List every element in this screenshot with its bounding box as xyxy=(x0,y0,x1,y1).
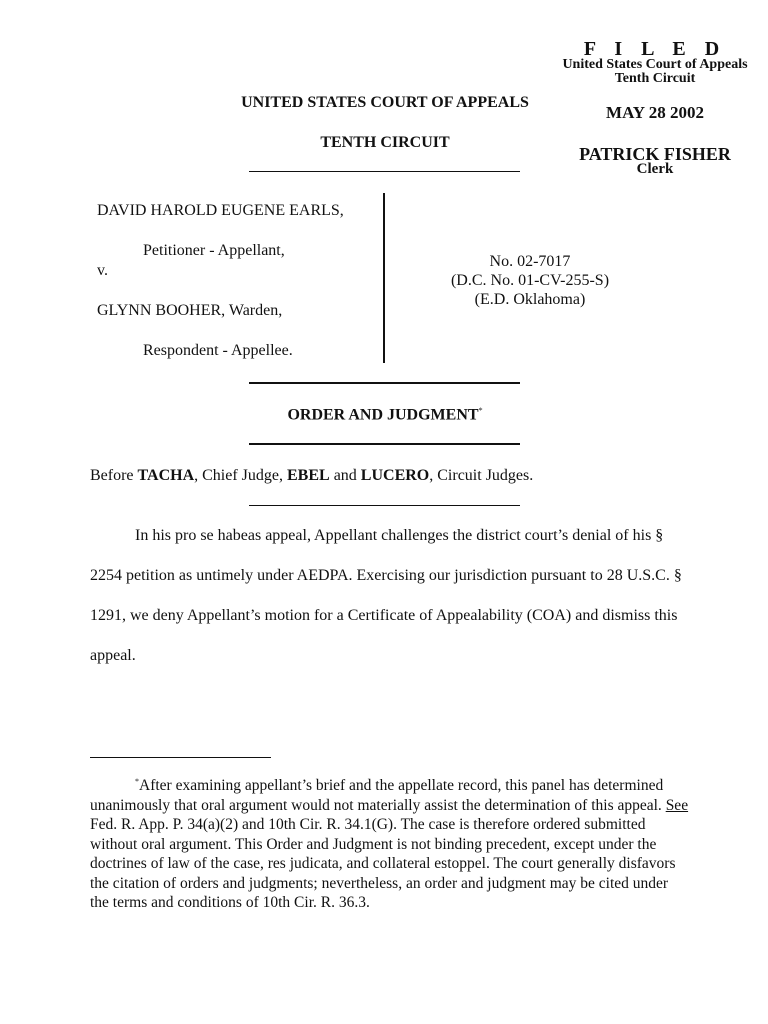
opinion-body xyxy=(90,516,690,676)
respondent-name: GLYNN BOOHER, Warden, xyxy=(97,302,283,319)
filed-stamp-word: F I L E D xyxy=(583,38,727,60)
heading-divider xyxy=(249,171,520,172)
see-signal: See xyxy=(665,796,689,814)
respondent-role: Respondent - Appellee. xyxy=(143,342,293,359)
petitioner-name: DAVID HAROLD EUGENE EARLS, xyxy=(97,202,344,219)
district-name: (E.D. Oklahoma) xyxy=(474,291,586,308)
district-court-number: (D.C. No. 01-CV-255-S) xyxy=(450,272,610,289)
filed-stamp-clerk-title: Clerk xyxy=(636,161,674,177)
filed-stamp-circuit: Tenth Circuit xyxy=(614,71,696,86)
case-number: No. 02-7017 xyxy=(489,253,571,270)
footnote-separator xyxy=(90,757,271,758)
judge-lucero: LUCERO xyxy=(360,467,430,484)
petitioner-role: Petitioner - Appellant, xyxy=(143,242,285,259)
caption-vertical-divider xyxy=(383,193,385,363)
caption-bottom-divider xyxy=(249,382,520,384)
circuit-name-heading: TENTH CIRCUIT xyxy=(320,134,450,151)
filed-stamp-court: United States Court of Appeals xyxy=(562,57,748,72)
filed-stamp-clerk-name: PATRICK FISHER xyxy=(579,144,731,164)
court-name-heading: UNITED STATES COURT OF APPEALS xyxy=(241,94,529,111)
footnote-marker: * xyxy=(135,777,139,786)
footnote: *After examining appellant’s brief and the appellate record, this panel has determined unanimously that oral argument would not materially assist the determination of this appeal. See Fed. R. App. P. 34(a)(2) and 10th Cir. R. 34.1(G). The case is therefore ordered submitted without oral argument. This Order and Judgment is not binding precedent, except under the doctrines of law of the case, res judicata, and collateral estoppel. The court generally disfavors the citation of orders and judgments; nevertheless, an order and judgment may be cited under the terms and conditions of 10th Cir. R. 36.3. xyxy=(90,777,689,912)
order-footnote-marker[interactable]: * xyxy=(478,406,483,415)
panel-divider xyxy=(249,505,520,506)
order-title: ORDER AND JUDGMENT* xyxy=(287,406,483,424)
order-title-divider xyxy=(249,443,520,445)
judge-tacha: TACHA xyxy=(137,467,195,484)
panel-judges: Before TACHA, Chief Judge, EBEL and LUCERO, Circuit Judges. xyxy=(90,467,534,484)
filed-stamp-date: MAY 28 2002 xyxy=(606,103,704,122)
versus-label: v. xyxy=(97,262,108,279)
judge-ebel: EBEL xyxy=(287,467,330,484)
opinion-paragraph: In his pro se habeas appeal, Appellant challenges the district court’s denial of his § 2254 petition as untimely under AEDPA. Exercising our jurisdiction pursuant to 28 U.S.C. § 1291, we deny Appellant’s motion for a Certificate of Appealability (COA) and dismiss this appeal. xyxy=(90,527,682,664)
